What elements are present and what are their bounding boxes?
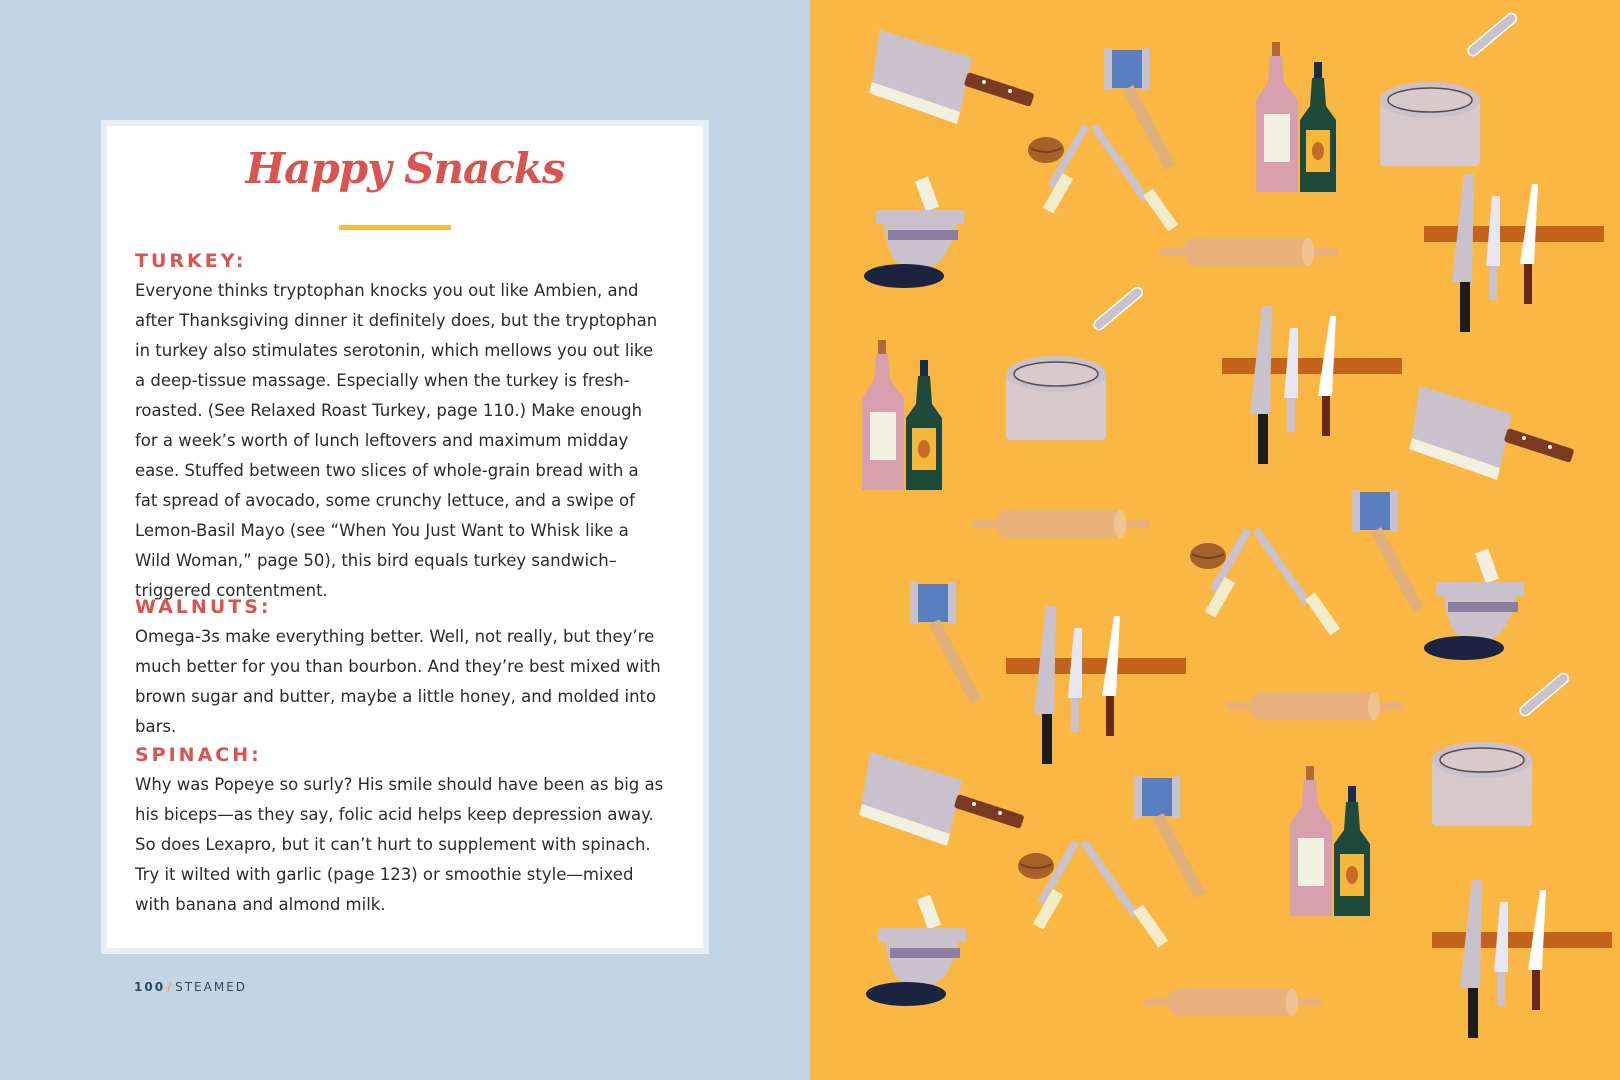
meat-tenderizer-icon <box>910 582 982 704</box>
page-number: 100 <box>134 980 166 994</box>
meat-tenderizer-icon <box>1134 776 1206 898</box>
wine-bottles-icon <box>1290 766 1370 916</box>
mortar-pestle-icon <box>864 177 964 288</box>
saucepan-icon <box>1006 285 1144 440</box>
rolling-pin-icon <box>1226 692 1404 720</box>
walnut-icon <box>1028 137 1064 163</box>
cleaver-icon <box>859 752 1025 846</box>
section-body-walnuts: Omega-3s make everything better. Well, not really, but they’re much better for you than bourbon. And they’re best mixed with brown sugar and butter, maybe a little honey, and molded into bars. <box>135 627 661 736</box>
chapter-name: STEAMED <box>175 980 248 994</box>
section-heading-walnuts: WALNUTS: <box>135 596 272 618</box>
content-card <box>101 120 709 954</box>
wine-bottles-icon <box>1256 42 1336 192</box>
cleaver-icon <box>1409 386 1575 480</box>
knife-rack-icon <box>1006 606 1186 764</box>
section-body-turkey: Everyone thinks tryptophan knocks you out like Ambien, and after Thanksgiving dinner it definitely does, but the tryptophan in turkey also stimulates serotonin, which mellows you out like a deep-tissue massage. Especially when the turkey is fresh-roasted. (See Relaxed Roast Turkey, page 110.) Make enough for a week’s worth of lunch leftovers and maximum midday ease. Stuffed between two slices of whole-grain bread with a fat spread of avocado, some crunchy lettuce, and a swipe of Lemon-Basil Mayo (see “When You Just Want to Whisk like a Wild Woman,” page 50), this bird equals turkey sandwich–triggered contentment. <box>135 281 658 600</box>
garlic-press-icon <box>1205 528 1340 636</box>
saucepan-icon <box>1432 671 1570 826</box>
knife-rack-icon <box>1432 880 1612 1038</box>
section-heading-turkey: TURKEY: <box>135 250 247 272</box>
folio-separator: / <box>167 980 174 994</box>
page-title: Happy Snacks <box>245 144 565 193</box>
saucepan-icon <box>1380 11 1518 166</box>
garlic-press-icon <box>1033 840 1168 948</box>
section-body-spinach: Why was Popeye so surly? His smile should have been as big as his biceps—as they say, folic acid helps keep depression away. So does Lexapro, but it can’t hurt to supplement with spinach. Try it wilted with garlic (page 123) or smoothie style—mixed with banana and almond milk. <box>135 775 664 914</box>
rolling-pin-icon <box>972 510 1150 538</box>
folio <box>134 980 247 994</box>
rolling-pin-icon <box>1144 988 1322 1016</box>
rolling-pin-icon <box>1160 238 1338 266</box>
mortar-pestle-icon <box>1424 549 1524 660</box>
walnut-icon <box>1190 543 1226 569</box>
section-heading-spinach: SPINACH: <box>135 744 262 766</box>
knife-rack-icon <box>1222 306 1402 464</box>
knife-rack-icon <box>1424 174 1604 332</box>
wine-bottles-icon <box>862 340 942 490</box>
cleaver-icon <box>869 30 1035 124</box>
illustration-page <box>810 0 1620 1080</box>
kitchen-pattern <box>810 0 1620 1080</box>
title-underline <box>339 225 451 230</box>
mortar-pestle-icon <box>866 895 966 1006</box>
walnut-icon <box>1018 853 1054 879</box>
meat-tenderizer-icon <box>1352 490 1424 612</box>
